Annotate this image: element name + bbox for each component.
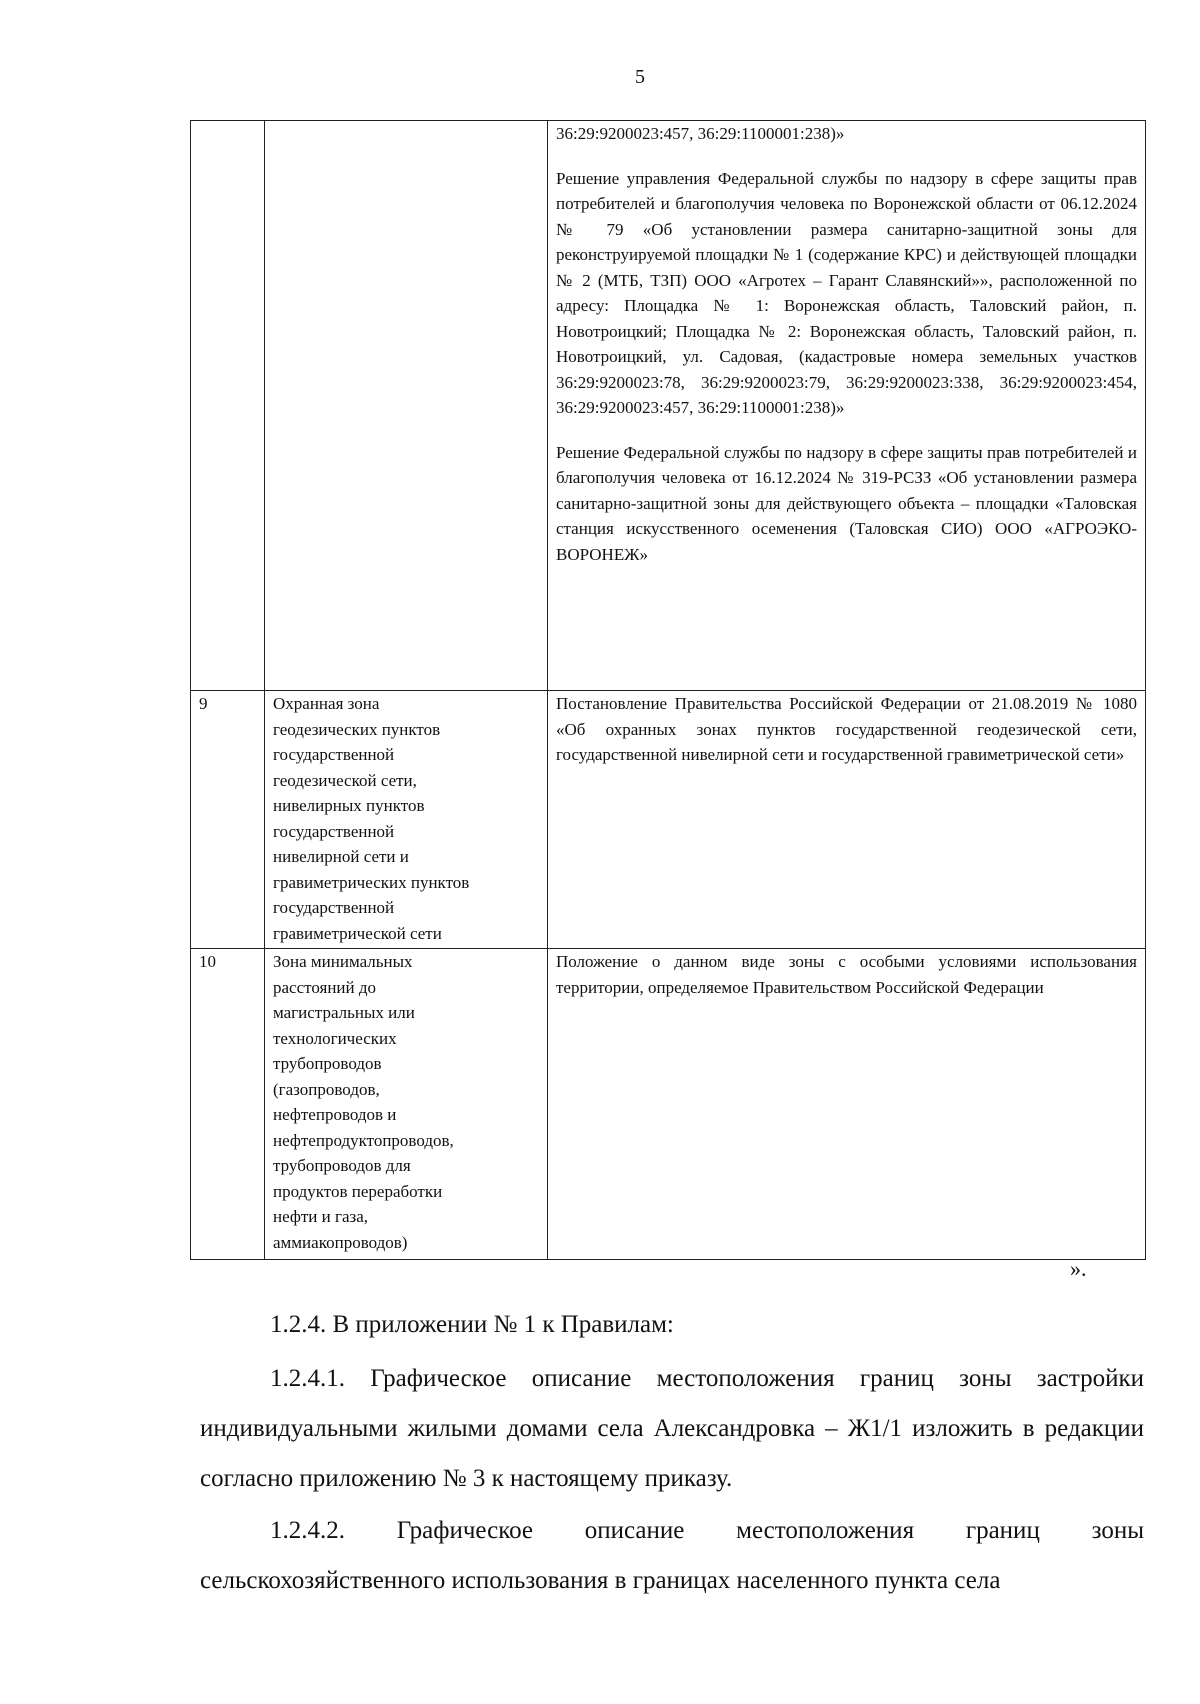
zone-name-cell: Зона минимальных расстояний до магистральных или технологических трубопроводов (газопроводов, нефтепроводов и нефтепродуктопроводов, трубопроводов для продуктов переработки нефти и газа, аммиакопроводов) xyxy=(265,949,548,1260)
table-row xyxy=(191,121,1146,691)
table-row xyxy=(191,949,1146,1260)
document-cell xyxy=(548,691,1146,949)
paragraph-1-2-4-2: 1.2.4.2. Графическое описание местоположения границ зоны сельскохозяйственного использования в границах населенного пункта села xyxy=(200,1517,1144,1594)
page-number: 5 xyxy=(635,66,645,88)
row-number-cell: 9 xyxy=(191,691,265,949)
closing-quote: ». xyxy=(1070,1256,1087,1281)
document-cell xyxy=(548,949,1146,1260)
document-text: 36:29:9200023:457, 36:29:1100001:238)» xyxy=(556,124,845,143)
document-text: Решение управления Федеральной службы по надзору в сфере защиты прав потребителей и благополучия человека по Воронежской области от 06.12.2024 № 79 «Об установлении размера санитарно-защитной зоны для реконструируемой площадки № 1 (содержание КРС) и действующей площадки № 2 (МТБ, ТЗП) ООО «Агротех – Гарант Славянский»», расположенной по адресу: Площадка № 1: Воронежская область, Таловский район, п. Новотроицкий; Площадка № 2: Воронежская область, Таловский район, п. Новотроицкий, ул. Садовая, (кадастровые номера земельных участков 36:29:9200023:78, 36:29:9200023:79, 36:29:9200023:338, 36:29:9200023:454, 36:29:9200023:457, 36:29:1100001:238)» xyxy=(556,168,1137,417)
zone-name-cell xyxy=(265,121,548,691)
row-number-cell: 10 xyxy=(191,949,265,1260)
zone-name-cell: Охранная зона геодезических пунктов государственной геодезической сети, нивелирных пунктов государственной нивелирной сети и гравиметрических пунктов государственной гравиметрической сети xyxy=(265,691,548,949)
table-row xyxy=(191,691,1146,949)
zones-table xyxy=(190,120,1146,1260)
paragraph-1-2-4: 1.2.4. В приложении № 1 к Правилам: xyxy=(270,1311,674,1338)
document-text: Положение о данном виде зоны с особыми условиями использования территории, определяемое Правительством Российской Федерации xyxy=(556,952,1137,997)
document-cell xyxy=(548,121,1146,691)
document-text: Решение Федеральной службы по надзору в сфере защиты прав потребителей и благополучия человека от 16.12.2024 № 319-РСЗЗ «Об установлении размера санитарно-защитной зоны для действующего объекта – площадки «Таловская станция искусственного осеменения (Таловская СИО) ООО «АГРОЭКО-ВОРОНЕЖ» xyxy=(556,442,1137,564)
paragraph-1-2-4-1: 1.2.4.1. Графическое описание местоположения границ зоны застройки индивидуальными жилыми домами села Александровка – Ж1/1 изложить в редакции согласно приложению № 3 к настоящему приказу. xyxy=(200,1365,1144,1492)
row-number-cell xyxy=(191,121,265,691)
document-text: Постановление Правительства Российской Федерации от 21.08.2019 № 1080 «Об охранных зонах пунктов государственной геодезической сети, государственной нивелирной сети и государственной гравиметрической сети» xyxy=(556,694,1137,764)
